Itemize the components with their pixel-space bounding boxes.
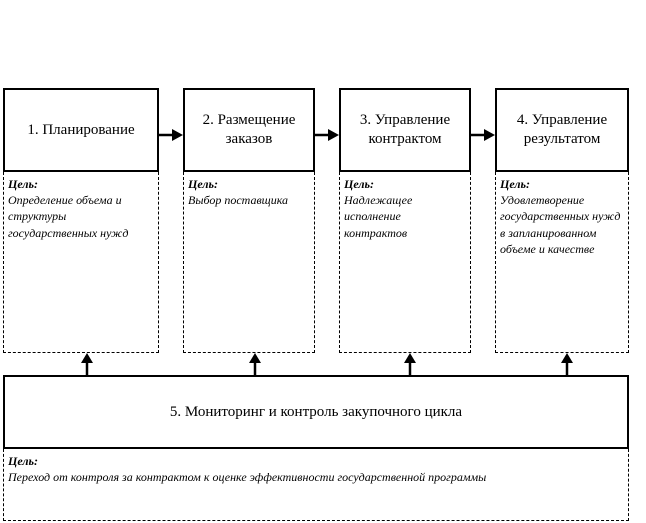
arrow-2-to-3 [315, 129, 339, 141]
stage-planning-title: 1. Планирование [27, 121, 135, 138]
stage-result-title: 4. Управление результатом [516, 112, 608, 147]
goal-label: Цель: [8, 177, 38, 191]
arrow-monitoring-to-ordering [249, 353, 261, 375]
goal-text: Удовлетворение государственных нужд в запланированном объеме и качестве [500, 193, 621, 256]
stage-ordering-title: 2. Размещение заказов [202, 112, 296, 147]
goal-text: Надлежащее исполнение контрактов [344, 193, 413, 240]
goal-label: Цель: [344, 177, 374, 191]
stage-contract-title: 3. Управление контрактом [359, 112, 451, 147]
arrow-monitoring-to-contract [404, 353, 416, 375]
arrow-monitoring-to-result [561, 353, 573, 375]
goal-label: Цель: [500, 177, 530, 191]
arrow-3-to-4 [471, 129, 495, 141]
goal-text: Выбор поставщика [188, 193, 289, 208]
goal-text: Определение объема и структуры государственных нужд [8, 193, 129, 240]
goal-text: Переход от контроля за контрактом к оценке эффективности государственной программы [8, 470, 487, 485]
goal-label: Цель: [8, 454, 38, 468]
arrow-1-to-2 [159, 129, 183, 141]
arrow-monitoring-to-planning [81, 353, 93, 375]
monitoring-title: 5. Мониторинг и контроль закупочного цикла [169, 403, 463, 420]
goal-label: Цель: [188, 177, 218, 191]
